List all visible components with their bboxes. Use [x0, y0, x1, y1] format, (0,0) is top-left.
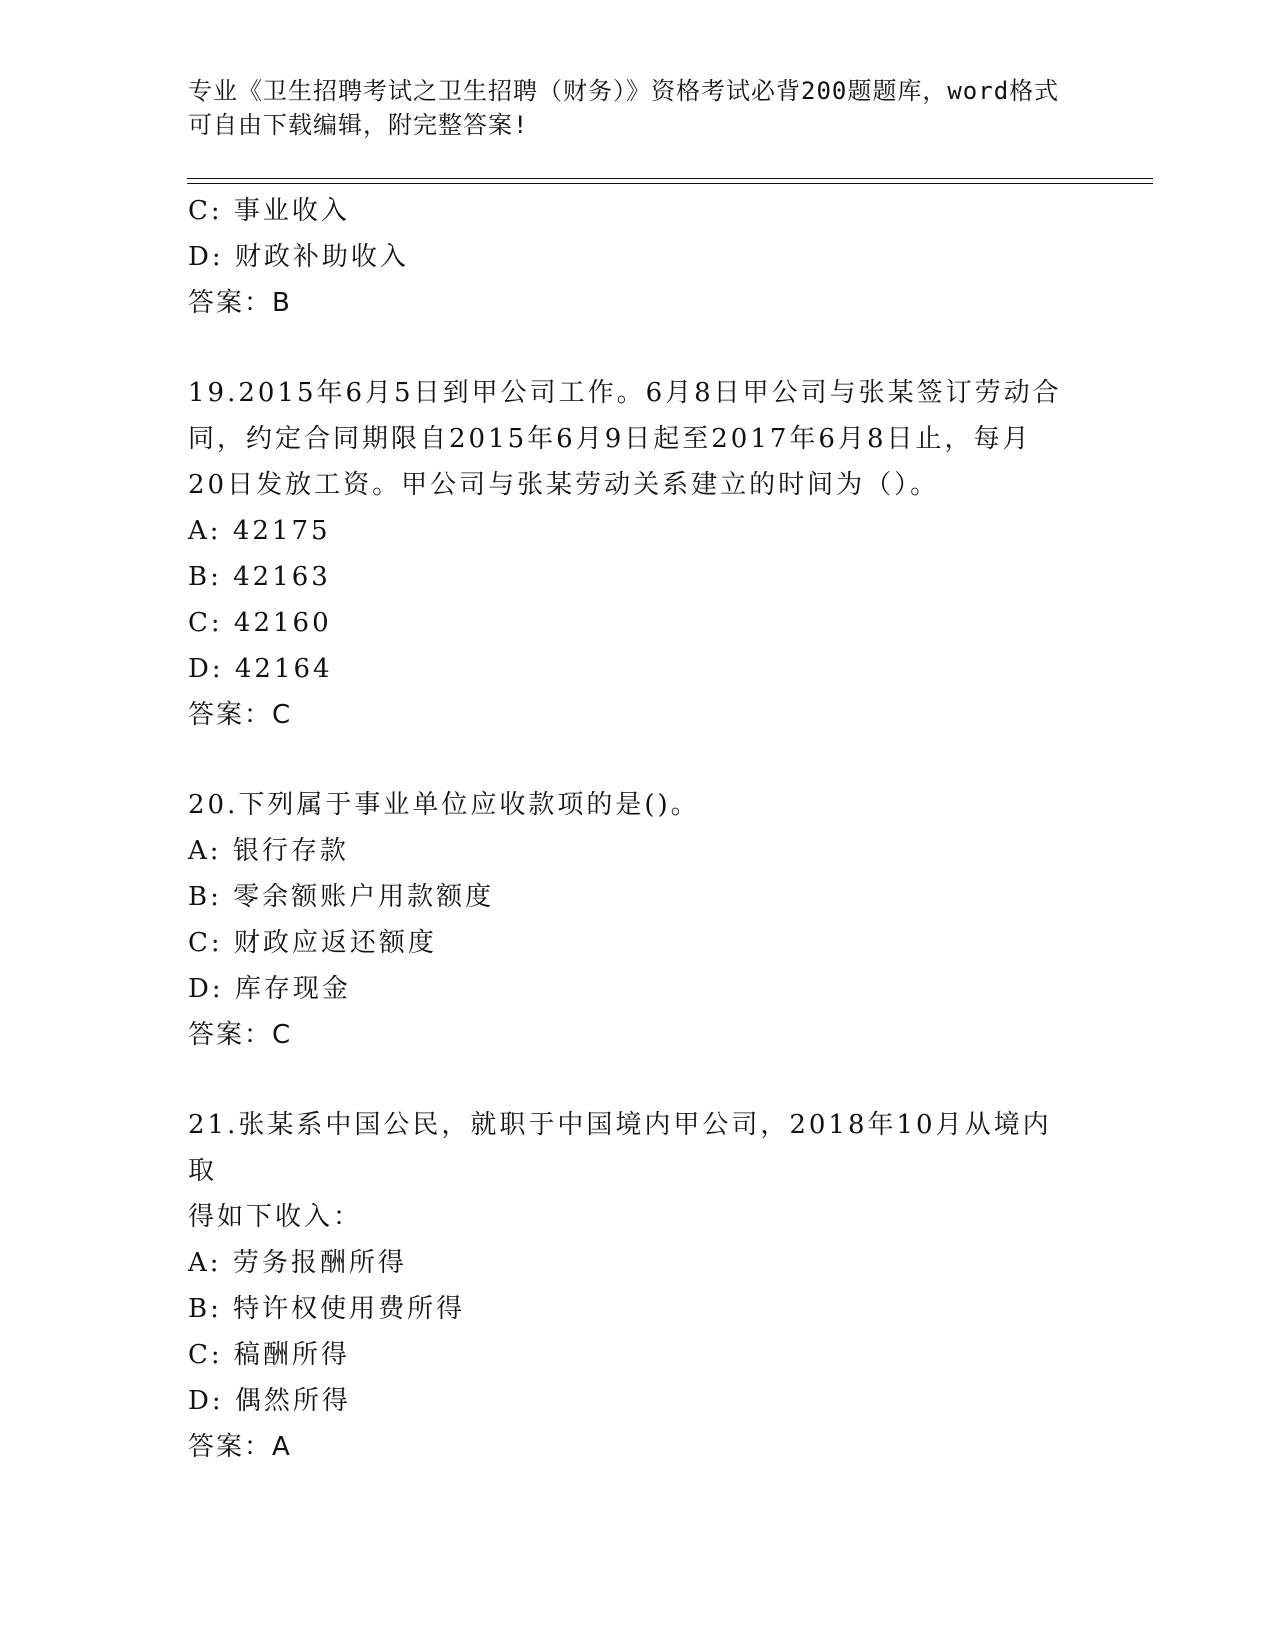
- question-text: [188, 1102, 1068, 1240]
- option-d: [188, 234, 1088, 280]
- option-text: 财政应返还额度: [233, 928, 437, 958]
- answer-line: 答案：A: [188, 1432, 292, 1462]
- option-d: [188, 966, 1088, 1012]
- option-b: [188, 554, 1088, 600]
- option-label: A:: [188, 836, 222, 866]
- option-text: 库存现金: [234, 974, 351, 1004]
- answer-line: 答案：C: [188, 1020, 293, 1050]
- option-label: D:: [188, 654, 224, 684]
- option-label: D:: [188, 1386, 224, 1416]
- option-text: 劳务报酬所得: [232, 1248, 407, 1278]
- option-c: [188, 600, 1088, 646]
- answer-line: 答案：C: [188, 700, 293, 730]
- option-c: [188, 920, 1088, 966]
- option-b: [188, 874, 1088, 920]
- option-c: [188, 1332, 1088, 1378]
- option-text: 稿酬所得: [233, 1340, 350, 1370]
- option-label: C:: [188, 1340, 223, 1370]
- document-header: [188, 74, 1068, 142]
- question-text: [188, 370, 1068, 508]
- option-text: 42164: [234, 654, 333, 684]
- question-text-line: 20日发放工资。甲公司与张某劳动关系建立的时间为（）。: [188, 470, 940, 500]
- option-text: 42175: [232, 516, 331, 546]
- question-18-continued: [188, 188, 1088, 326]
- option-label: C:: [188, 196, 223, 226]
- header-divider-bottom: [187, 183, 1153, 184]
- question-content: [188, 188, 1088, 1470]
- option-text: 银行存款: [232, 836, 349, 866]
- option-text: 偶然所得: [234, 1386, 351, 1416]
- option-label: A:: [188, 1248, 222, 1278]
- option-a: [188, 508, 1088, 554]
- option-d: [188, 1378, 1088, 1424]
- option-a: [188, 1240, 1088, 1286]
- option-text: 42160: [233, 608, 332, 638]
- question-text: [188, 782, 1068, 828]
- option-label: C:: [188, 608, 223, 638]
- option-label: A:: [188, 516, 222, 546]
- question-text-line: 19.2015年6月5日到甲公司工作。6月8日甲公司与张某签订劳动合: [188, 378, 1062, 408]
- header-title-line-1: 专业《卫生招聘考试之卫生招聘（财务）》资格考试必背200题题库，word格式: [188, 77, 1060, 105]
- question-text-line: 得如下收入：: [188, 1202, 363, 1232]
- spacer: [188, 1058, 1088, 1102]
- option-text: 零余额账户用款额度: [233, 882, 495, 912]
- question-text-line: 20.下列属于事业单位应收款项的是()。: [188, 790, 700, 820]
- option-text: 财政补助收入: [234, 242, 409, 272]
- option-label: C:: [188, 928, 223, 958]
- header-title-line-2: 可自由下载编辑，附完整答案!: [188, 111, 529, 139]
- question-text-line: 21.张某系中国公民，就职于中国境内甲公司，2018年10月从境内取: [188, 1110, 1052, 1186]
- option-label: B:: [188, 882, 222, 912]
- option-label: D:: [188, 974, 224, 1004]
- option-label: B:: [188, 1294, 222, 1324]
- option-text: 特许权使用费所得: [233, 1294, 466, 1324]
- option-text: 42163: [233, 562, 331, 592]
- question-text-line: 同，约定合同期限自2015年6月9日起至2017年6月8日止，每月: [188, 424, 1032, 454]
- option-b: [188, 1286, 1088, 1332]
- option-label: D:: [188, 242, 224, 272]
- spacer: [188, 738, 1088, 782]
- question-20: [188, 782, 1088, 1058]
- spacer: [188, 326, 1088, 370]
- answer-line: 答案：B: [188, 288, 292, 318]
- option-d: [188, 646, 1088, 692]
- option-a: [188, 828, 1088, 874]
- option-text: 事业收入: [233, 196, 350, 226]
- option-label: B:: [188, 562, 222, 592]
- question-21: [188, 1102, 1088, 1470]
- question-19: [188, 370, 1088, 738]
- header-divider-top: [187, 178, 1153, 179]
- option-c: [188, 188, 1088, 234]
